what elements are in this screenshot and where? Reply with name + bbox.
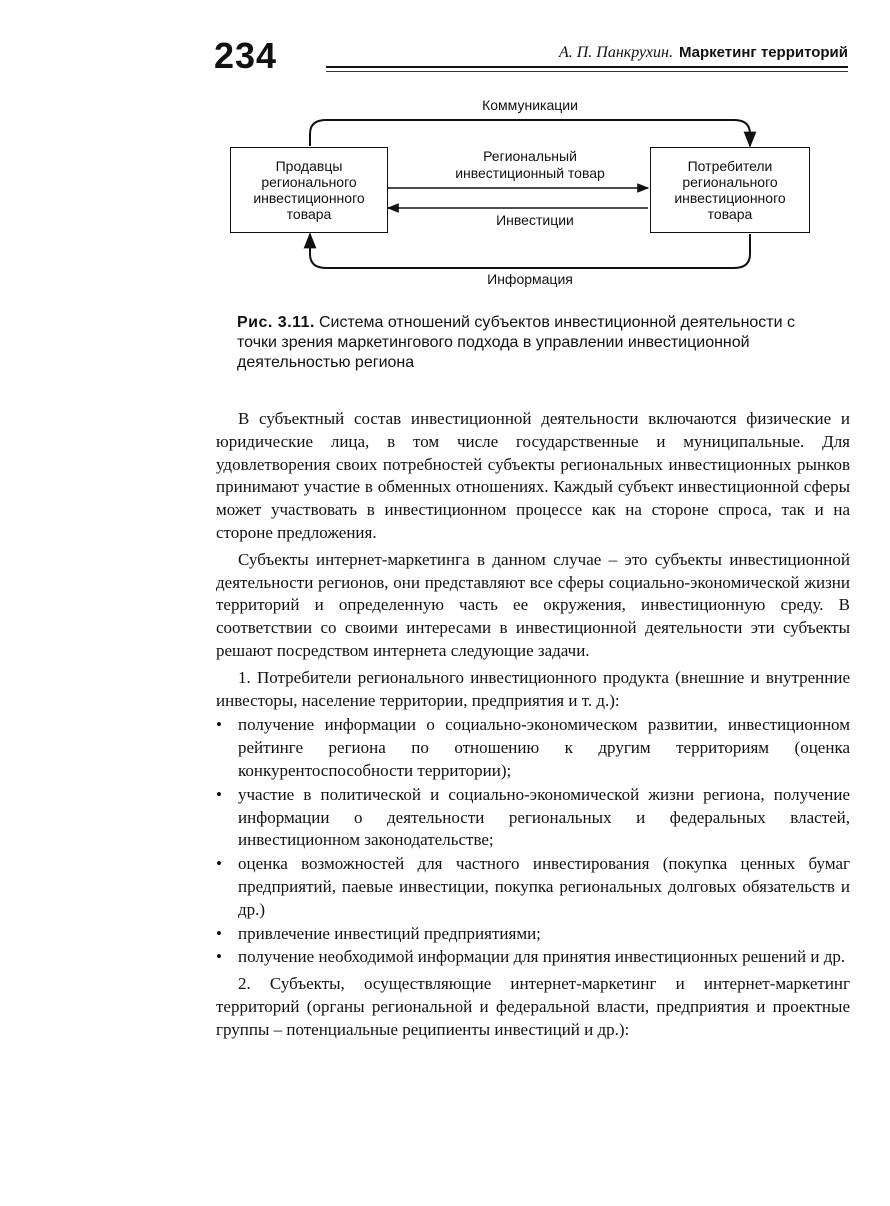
relationship-diagram	[210, 88, 830, 303]
sellers-box-label: Продавцы регионального инвестиционного товара	[253, 158, 365, 222]
figure-caption	[237, 313, 807, 373]
paragraph-1: В субъектный состав инвестиционной деятельности включаются физические и юридические лица, в том числе государственные и муниципальные. Для удовлетворения своих потребностей субъекты региональных инвестиционных рынков принимают участие в обменных отношениях. Каждый субъект инвестиционной сферы может участвовать в инвестиционном процессе как на стороне спроса, так и на стороне предложения.	[216, 409, 850, 542]
communications-label: Коммуникации	[482, 97, 578, 113]
list-item: • получение необходимой информации для принятия инвестиционных решений и др.	[216, 946, 850, 969]
list-item: • привлечение инвестиций предприятиями;	[216, 923, 850, 946]
sellers-box	[230, 147, 388, 233]
figure-caption-text: Система отношений субъектов инвестиционной деятельности с точки зрения маркетингового подхода в управлении инвестиционной деятельностью региона	[237, 314, 796, 371]
paragraph-2: Субъекты интернет-маркетинга в данном случае – это субъекты инвестиционной деятельности регионов, они представляют все сферы социально-экономической жизни территорий и определенную часть ее окружения, инвестиционную среду. В соответствии со своими интересами в инвестиционной деятельности эти субъекты решают посредством интернета следующие задачи.	[216, 549, 850, 660]
list-item: • участие в политической и социально-экономической жизни региона, получение информации о деятельности региональных и федеральных властей, инвестиционном законодательстве;	[216, 784, 850, 852]
bullet-list	[216, 714, 850, 969]
body-text	[216, 408, 850, 1042]
communications-arrow	[310, 120, 750, 146]
investments-label: Инвестиции	[496, 212, 574, 228]
list-item: • получение информации о социально-экономическом развитии, инвестиционном рейтинге региона по отношению к другим территориям (оценка конкурентоспособности территории);	[216, 714, 850, 782]
regional-product-label: Региональный инвестиционный товар	[455, 148, 605, 181]
information-label: Информация	[487, 271, 573, 287]
running-head-author: А. П. Панкрухин.	[558, 44, 673, 61]
consumers-box	[650, 147, 810, 233]
list-item: • оценка возможностей для частного инвестирования (покупка ценных бумаг предприятий, паевые инвестиции, покупка региональных долговых обязательств и др.)	[216, 853, 850, 921]
header-rule-thin	[326, 71, 848, 72]
header-rule	[326, 66, 848, 68]
consumers-box-label: Потребители регионального инвестиционного товара	[674, 158, 786, 222]
information-arrow	[310, 234, 750, 268]
paragraph-4: 2. Субъекты, осуществляющие интернет-маркетинг и интернет-маркетинг территорий (органы региональной и федеральной власти, предприятия и проектные группы – потенциальные реципиенты инвестиций и др.):	[216, 974, 850, 1039]
page-number: 234	[214, 35, 278, 76]
figure-caption-label: Рис. 3.11.	[237, 314, 315, 331]
running-head	[559, 44, 848, 62]
running-head-title: Маркетинг территорий	[678, 44, 848, 61]
paragraph-3: 1. Потребители регионального инвестиционного продукта (внешние и внутренние инвесторы, население территории, предприятия и т. д.):	[216, 667, 850, 710]
